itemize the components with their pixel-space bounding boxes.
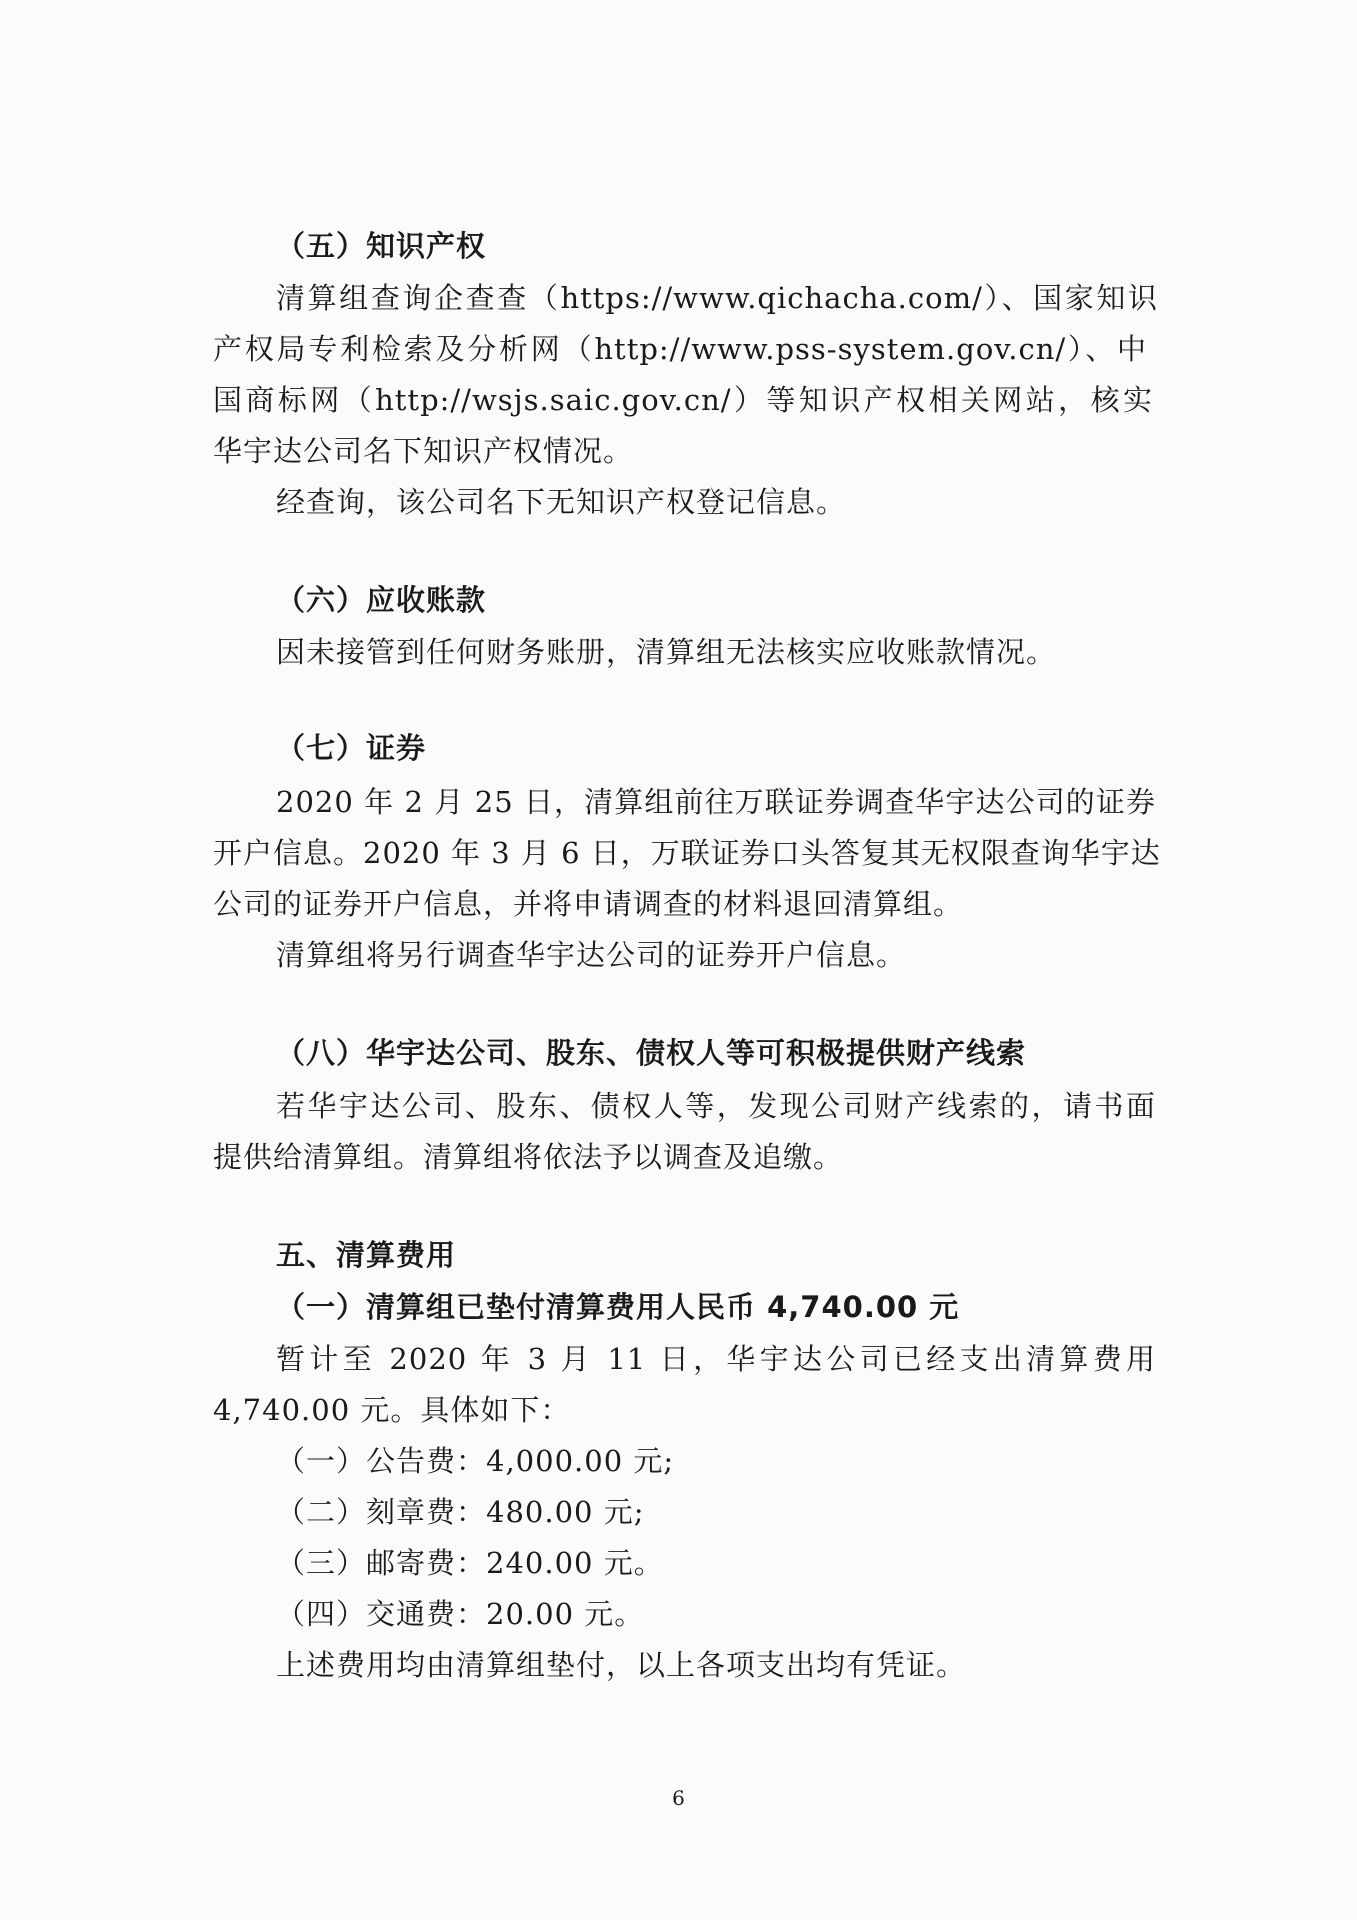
paragraph-line: 若华宇达公司、股东、债权人等，发现公司财产线索的，请书面 bbox=[276, 1089, 1156, 1123]
section-heading-clues: （八）华宇达公司、股东、债权人等可积极提供财产线索 bbox=[276, 1036, 1027, 1070]
chapter-title-fees: 五、清算费用 bbox=[276, 1238, 457, 1272]
paragraph-line: 国商标网（http://wsjs.saic.gov.cn/）等知识产权相关网站，核实 bbox=[213, 383, 1153, 417]
paragraph-line: 提供给清算组。清算组将依法予以调查及追缴。 bbox=[213, 1140, 844, 1174]
paragraph-line: 公司的证券开户信息，并将申请调查的材料退回清算组。 bbox=[213, 887, 964, 921]
paragraph-line: 因未接管到任何财务账册，清算组无法核实应收账款情况。 bbox=[276, 635, 1057, 669]
section-heading-securities: （七）证券 bbox=[276, 731, 427, 765]
fee-item: （四）交通费：20.00 元。 bbox=[276, 1597, 645, 1631]
paragraph-line: 暂计至 2020 年 3 月 11 日，华宇达公司已经支出清算费用 bbox=[276, 1342, 1156, 1376]
paragraph-line: 华宇达公司名下知识产权情况。 bbox=[213, 434, 634, 468]
fee-item: （二）刻章费：480.00 元; bbox=[276, 1495, 645, 1529]
fee-item: （三）邮寄费：240.00 元。 bbox=[276, 1546, 664, 1580]
section-heading-receivables: （六）应收账款 bbox=[276, 583, 487, 617]
paragraph-line: 2020 年 2 月 25 日，清算组前往万联证券调查华宇达公司的证券 bbox=[276, 785, 1156, 819]
paragraph-line: 4,740.00 元。具体如下： bbox=[213, 1393, 571, 1427]
paragraph-line: 清算组将另行调查华宇达公司的证券开户信息。 bbox=[276, 938, 907, 972]
section-heading-ip: （五）知识产权 bbox=[276, 229, 487, 263]
paragraph-line: 上述费用均由清算组垫付，以上各项支出均有凭证。 bbox=[276, 1648, 967, 1682]
paragraph-line: 经查询，该公司名下无知识产权登记信息。 bbox=[276, 485, 847, 519]
section-heading-fees: （一）清算组已垫付清算费用人民币 4,740.00 元 bbox=[276, 1290, 960, 1324]
fee-item: （一）公告费：4,000.00 元; bbox=[276, 1444, 675, 1478]
paragraph-line: 产权局专利检索及分析网（http://www.pss-system.gov.cn/）、中 bbox=[213, 332, 1147, 366]
paragraph-line: 开户信息。2020 年 3 月 6 日，万联证券口头答复其无权限查询华宇达 bbox=[213, 836, 1161, 870]
page-number: 6 bbox=[672, 1786, 685, 1810]
paragraph-line: 清算组查询企查查（https://www.qichacha.com/）、国家知识 bbox=[276, 281, 1158, 315]
